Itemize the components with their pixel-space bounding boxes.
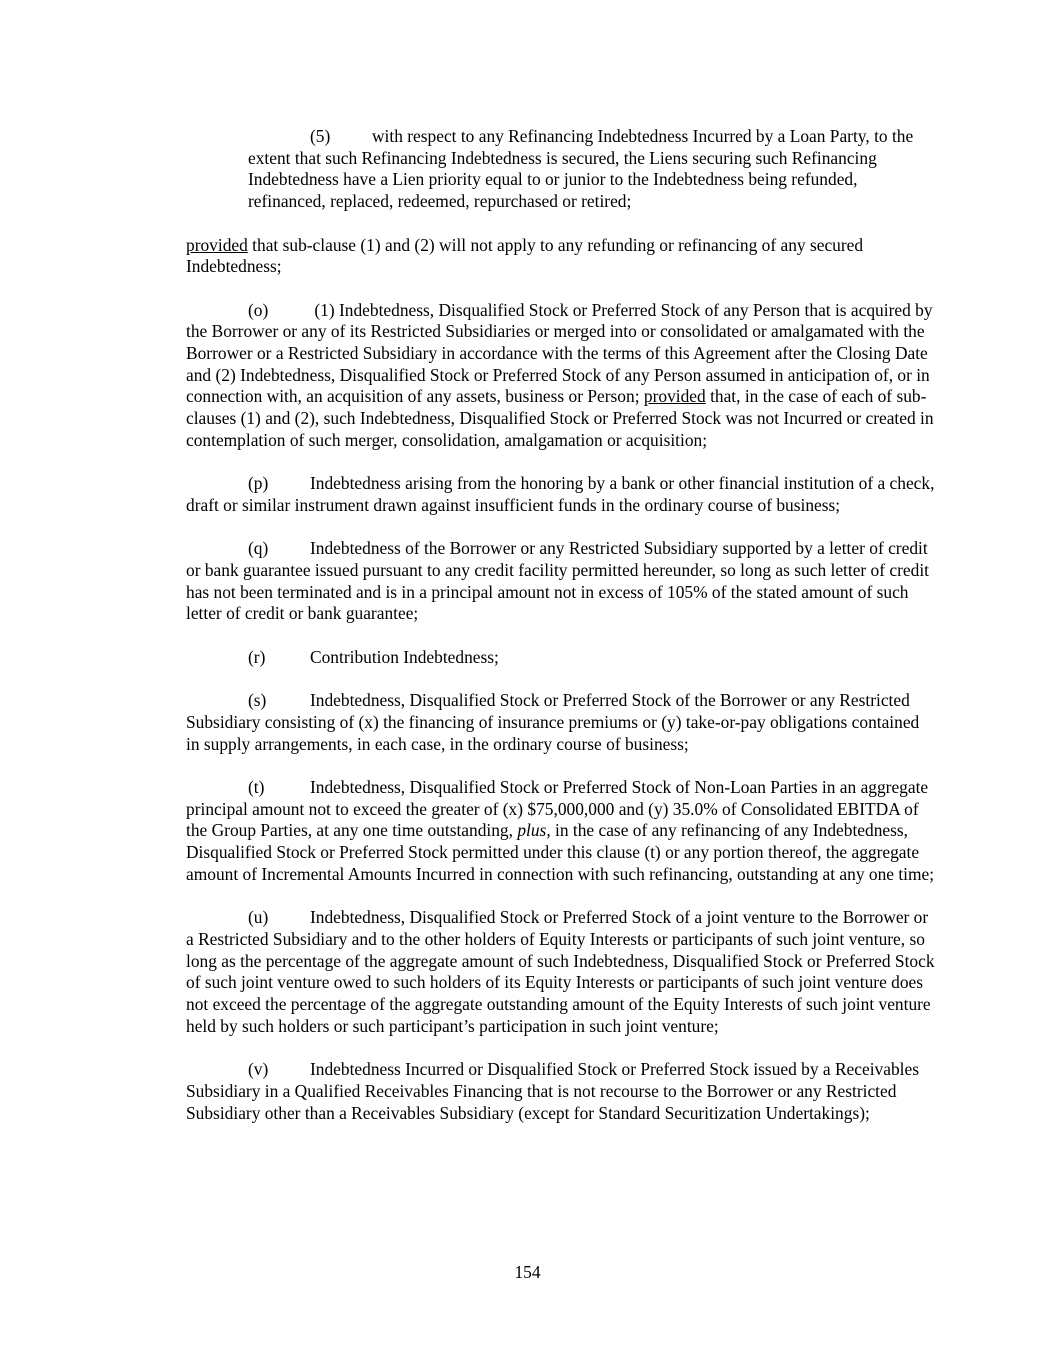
clause-u-text: Indebtedness, Disqualified Stock or Preferred Stock of a joint venture to the Borrower or a Restricted Subsidiary and to the other holders of Equity Interests or participants of such joint venture, so long as the percentage of the aggregate amount of such Indebtedness, Disqualified Stock or Preferred Stock of such joint venture owed to such holders of its Equity Interests or participants of such joint venture does not exceed the percentage of the aggregate outstanding amount of the Equity Interests of such joint venture held by such holders or such participant’s participation in such joint venture; [186,907,935,1036]
clause-o-text-a: (1) Indebtedness, Disqualified Stock or Preferred Stock of any Person that is acquired by the Borrower or any of its Restricted Subsidiaries or merged into or consolidated or amalgamated with the Borrower or a Restricted Subsidiary in accordance with the terms of this Agreement after the Closing Date and (2) Indebtedness, Disqualified Stock or Preferred Stock of any Person assumed in anticipation of, or in connection with, an acquisition of any assets, business or Person; [186,299,933,407]
clause-5-text: with respect to any Refinancing Indebtedness Incurred by a Loan Party, to the extent that such Refinancing Indebtedness is secured, the Liens securing such Refinancing Indebtedness have a Lien priority equal to or junior to the Indebtedness being refunded, refinanced, replaced, redeemed, repurchased or retired; [248,126,914,212]
clause-t-text-b: in the case of any refinancing of any Indebtedness, Disqualified Stock or Preferred Stock permitted under this clause (t) or any portion thereof, the aggregate amount of Incremental Amounts Incurred in connection with such refinancing, outstanding at any one time; [186,820,935,884]
clause-s-text: Indebtedness, Disqualified Stock or Preferred Stock of the Borrower or any Restricted Subsidiary consisting of (x) the financing of insurance premiums or (y) take-or-pay obligations contained in supply arrangements, in each case, in the ordinary course of business; [186,690,920,754]
clause-o-underlined: provided [643,386,706,407]
clause-v-text: Indebtedness Incurred or Disqualified Stock or Preferred Stock issued by a Receivables Subsidiary in a Qualified Receivables Financing that is not recourse to the Borrower or any Restricted Subsidiary other than a Receivables Subsidiary (except for Standard Securitization Undertakings); [186,1059,919,1123]
clause-r-label: (r) [248,646,266,667]
clause-q [186,538,936,625]
clause-t [186,777,936,886]
document-page [186,126,936,1146]
clause-v-label: (v) [248,1059,269,1080]
clause-p-text: Indebtedness arising from the honoring by a bank or other financial institution of a check, draft or similar instrument drawn against insufficient funds in the ordinary course of business; [186,473,935,515]
clause-u-label: (u) [248,907,269,928]
clause-p-label: (p) [248,473,269,494]
clause-t-italic: plus, [517,820,551,841]
clause-s-label: (s) [248,690,267,711]
clause-5 [248,126,936,213]
clause-q-text: Indebtedness of the Borrower or any Restricted Subsidiary supported by a letter of credit or bank guarantee issued pursuant to any credit facility permitted hereunder, so long as such letter of credit has not been terminated and is in a principal amount not in excess of 105% of the stated amount of such letter of credit or bank guarantee; [186,538,929,624]
clause-p [186,473,936,516]
clause-t-label: (t) [248,776,265,797]
clause-o-text-b: that, in the case of each of sub-clauses (1) and (2), such Indebtedness, Disqualified Stock or Preferred Stock was not Incurred or created in contemplation of such merger, consolidation, amalgamation or acquisition; [186,386,934,450]
clause-s [186,690,936,755]
clause-r-text: Contribution Indebtedness; [310,646,499,667]
clause-u [186,907,936,1037]
page-number: 154 [514,1262,541,1282]
clause-o-label: (o) [248,299,269,320]
clause-5-label: (5) [310,126,331,146]
proviso-paragraph [186,235,936,278]
proviso-text: that sub-clause (1) and (2) will not apply to any refunding or refinancing of any secured Indebtedness; [186,234,864,277]
clause-t-text-a: Indebtedness, Disqualified Stock or Preferred Stock of Non-Loan Parties in an aggregate principal amount not to exceed the greater of (x) $75,000,000 and (y) 35.0% of Consolidated EBITDA of the Group Parties, at any one time outstanding, [186,776,929,841]
clause-v [186,1059,936,1124]
clause-q-label: (q) [248,538,269,559]
clause-r [186,647,936,669]
proviso-underlined: provided [186,234,248,255]
clause-o [186,300,936,452]
